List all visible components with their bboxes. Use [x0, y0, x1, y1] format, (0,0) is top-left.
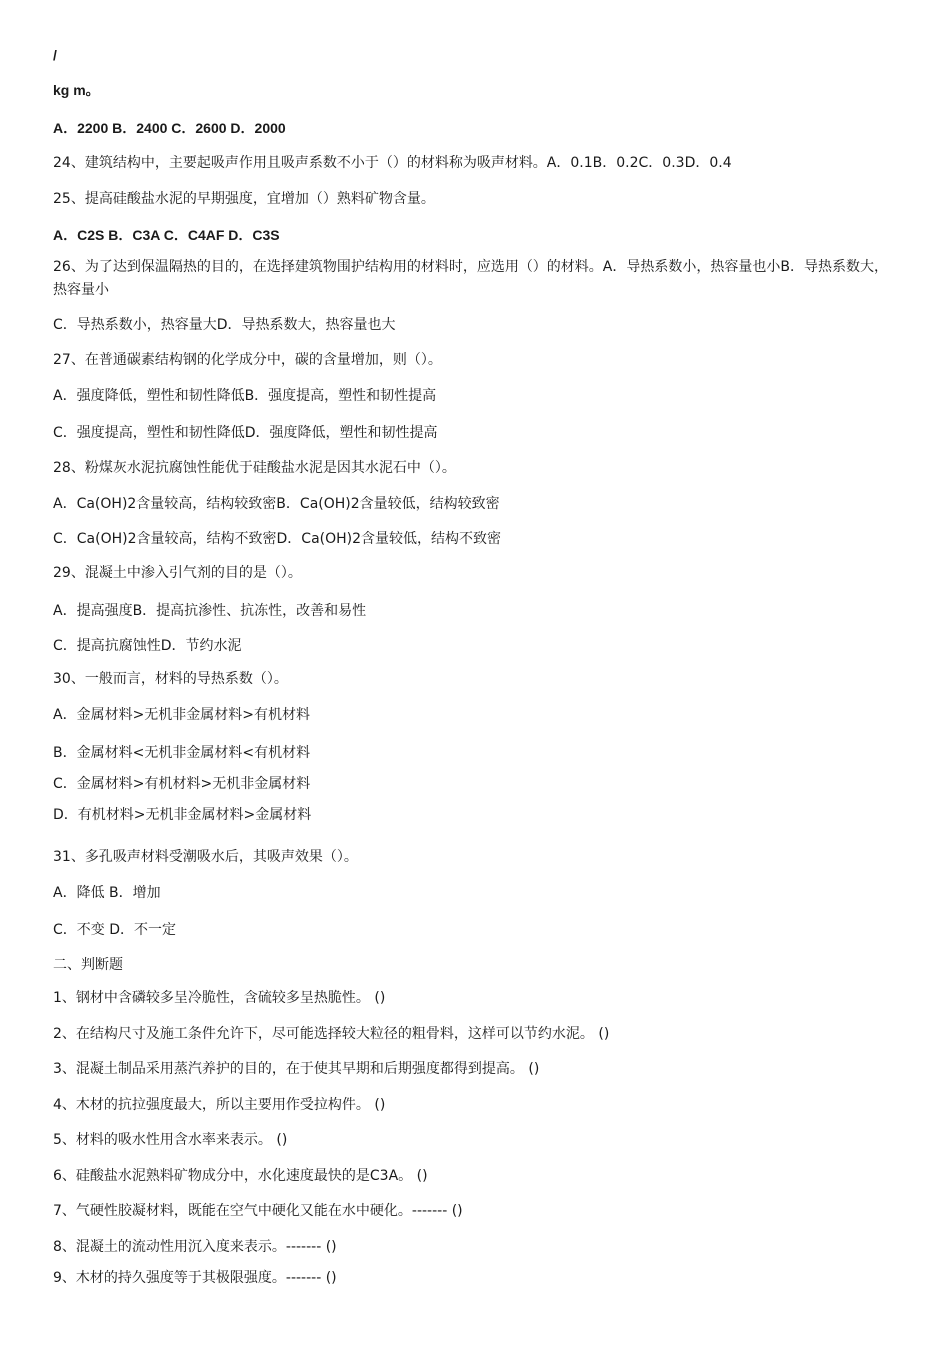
text-line: B．金属材料<无机非金属材料<有机材料 [53, 745, 311, 761]
question-31: 31、多孔吸声材料受潮吸水后，其吸声效果（）。 [53, 849, 358, 865]
judge-item-9: 9、木材的持久强度等于其极限强度。------- () [53, 1270, 337, 1286]
question-30: 30、一般而言，材料的导热系数（）。 [53, 671, 288, 687]
question-29: 29、混凝土中渗入引气剂的目的是（）。 [53, 565, 302, 581]
text-line: A．强度降低，塑性和韧性降低B．强度提高，塑性和韧性提高 [53, 388, 437, 404]
text-line: C．不变 D．不一定 [53, 922, 177, 938]
judge-item-8: 8、混凝土的流动性用沉入度来表示。------- () [53, 1239, 337, 1255]
question-27: 27、在普通碳素结构钢的化学成分中，碳的含量增加，则（）。 [53, 352, 442, 368]
text-line: A．C2S B．C3A C．C4AF D．C3S [53, 227, 280, 243]
text-line: / [53, 47, 57, 63]
question-26: 26、为了达到保温隔热的目的，在选择建筑物围护结构用的材料时，应选用（）的材料。A．导热系数小，热容量也小B．导热系数大，热容量小 [53, 259, 888, 298]
judge-item-6: 6、硅酸盐水泥熟料矿物成分中，水化速度最快的是C3A。 () [53, 1168, 428, 1184]
text-line: C．提高抗腐蚀性D．节约水泥 [53, 638, 242, 654]
judge-item-2: 2、在结构尺寸及施工条件允许下，尽可能选择较大粒径的粗骨料，这样可以节约水泥。 () [53, 1026, 610, 1042]
text-line: A．Ca(OH)2含量较高，结构较致密B．Ca(OH)2含量较低，结构较致密 [53, 496, 500, 512]
text-line: D．有机材料>无机非金属材料>金属材料 [53, 807, 312, 823]
section-heading: 二、判断题 [53, 957, 123, 973]
text-line: A．金属材料>无机非金属材料>有机材料 [53, 707, 311, 723]
judge-item-5: 5、材料的吸水性用含水率来表示。 () [53, 1132, 288, 1148]
text-line: A．提高强度B．提高抗渗性、抗冻性，改善和易性 [53, 603, 367, 619]
text-line: kg m。 [53, 82, 100, 98]
judge-item-3: 3、混凝土制品采用蒸汽养护的目的，在于使其早期和后期强度都得到提高。 () [53, 1061, 540, 1077]
text-line: C．导热系数小，热容量大D．导热系数大，热容量也大 [53, 317, 396, 333]
question-24: 24、建筑结构中，主要起吸声作用且吸声系数不小于（）的材料称为吸声材料。A．0.1B．0.2C．0.3D．0.4 [53, 155, 732, 171]
question-28: 28、粉煤灰水泥抗腐蚀性能优于硅酸盐水泥是因其水泥石中（）。 [53, 460, 456, 476]
judge-item-7: 7、气硬性胶凝材料，既能在空气中硬化又能在水中硬化。------- () [53, 1203, 463, 1219]
text-line: C．金属材料>有机材料>无机非金属材料 [53, 776, 311, 792]
text-line: A．降低 B．增加 [53, 885, 161, 901]
text-line: C．Ca(OH)2含量较高，结构不致密D．Ca(OH)2含量较低，结构不致密 [53, 531, 502, 547]
text-line: A．2200 B．2400 C．2600 D．2000 [53, 120, 286, 136]
judge-item-1: 1、钢材中含磷较多呈冷脆性，含硫较多呈热脆性。 () [53, 990, 386, 1006]
judge-item-4: 4、木材的抗拉强度最大，所以主要用作受拉构件。 () [53, 1097, 386, 1113]
text-line: C．强度提高，塑性和韧性降低D．强度降低，塑性和韧性提高 [53, 425, 438, 441]
question-25: 25、提高硅酸盐水泥的早期强度，宜增加（）熟料矿物含量。 [53, 191, 435, 207]
